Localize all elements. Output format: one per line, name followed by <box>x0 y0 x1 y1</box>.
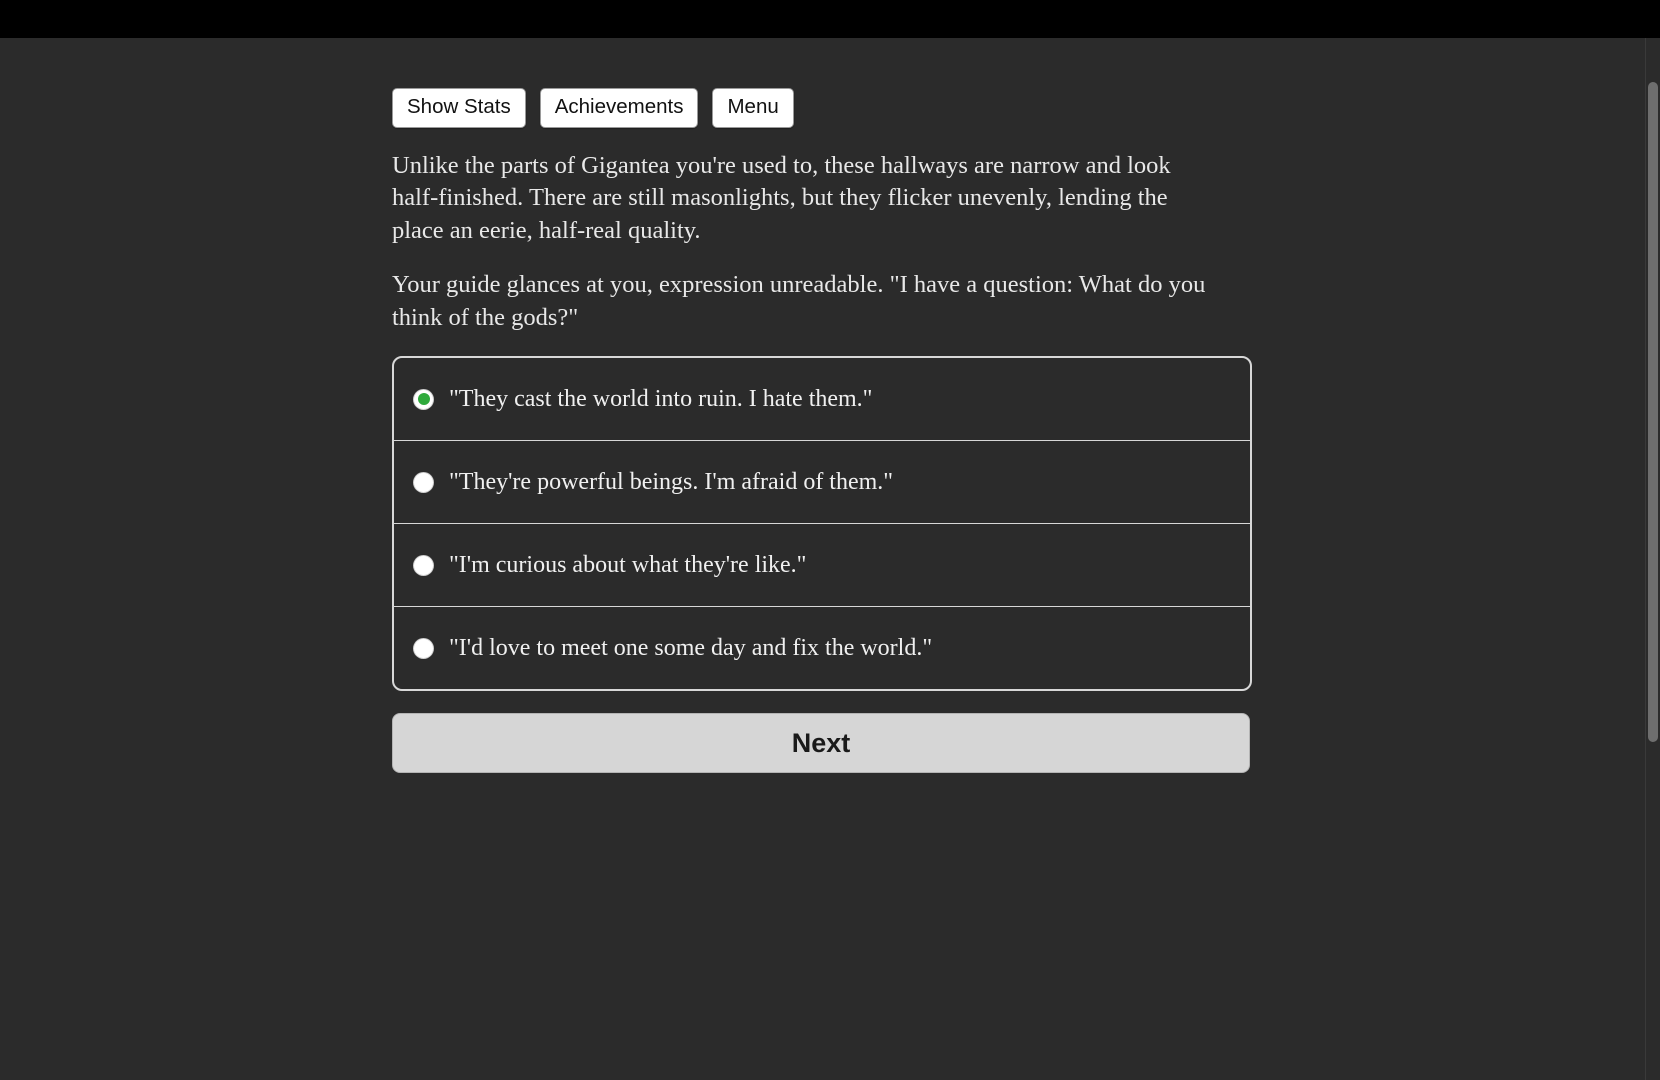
choice-label: "They cast the world into ruin. I hate them." <box>449 385 873 412</box>
radio-icon[interactable] <box>414 390 433 409</box>
radio-icon[interactable] <box>414 639 433 658</box>
choice-label: "They're powerful beings. I'm afraid of them." <box>449 468 894 495</box>
choice-list <box>392 356 1252 691</box>
next-button[interactable]: Next <box>392 713 1250 773</box>
game-toolbar <box>392 88 1252 128</box>
page-scrollbar[interactable] <box>1645 38 1660 1080</box>
choice-option[interactable] <box>394 524 1250 607</box>
radio-icon[interactable] <box>414 473 433 492</box>
radio-icon[interactable] <box>414 556 433 575</box>
game-viewport <box>0 38 1652 1080</box>
story-content <box>392 88 1252 773</box>
story-text <box>392 150 1252 335</box>
browser-chrome-strip <box>0 0 1660 38</box>
choice-option[interactable] <box>394 441 1250 524</box>
choice-option[interactable] <box>394 358 1250 441</box>
page-scrollbar-thumb[interactable] <box>1648 82 1658 742</box>
menu-button[interactable]: Menu <box>712 88 793 128</box>
choice-label: "I'm curious about what they're like." <box>449 551 807 578</box>
show-stats-button[interactable]: Show Stats <box>392 88 526 128</box>
story-paragraph-1: Unlike the parts of Gigantea you're used to, these hallways are narrow and look half-finished. There are still masonlights, but they flicker unevenly, lending the place an eerie, half-real quality. <box>392 151 1171 244</box>
choice-option[interactable] <box>394 607 1250 689</box>
story-paragraph-2: Your guide glances at you, expression unreadable. "I have a question: What do you think of the gods?" <box>392 271 1206 331</box>
achievements-button[interactable]: Achievements <box>540 88 699 128</box>
choice-label: "I'd love to meet one some day and fix the world." <box>449 634 933 661</box>
